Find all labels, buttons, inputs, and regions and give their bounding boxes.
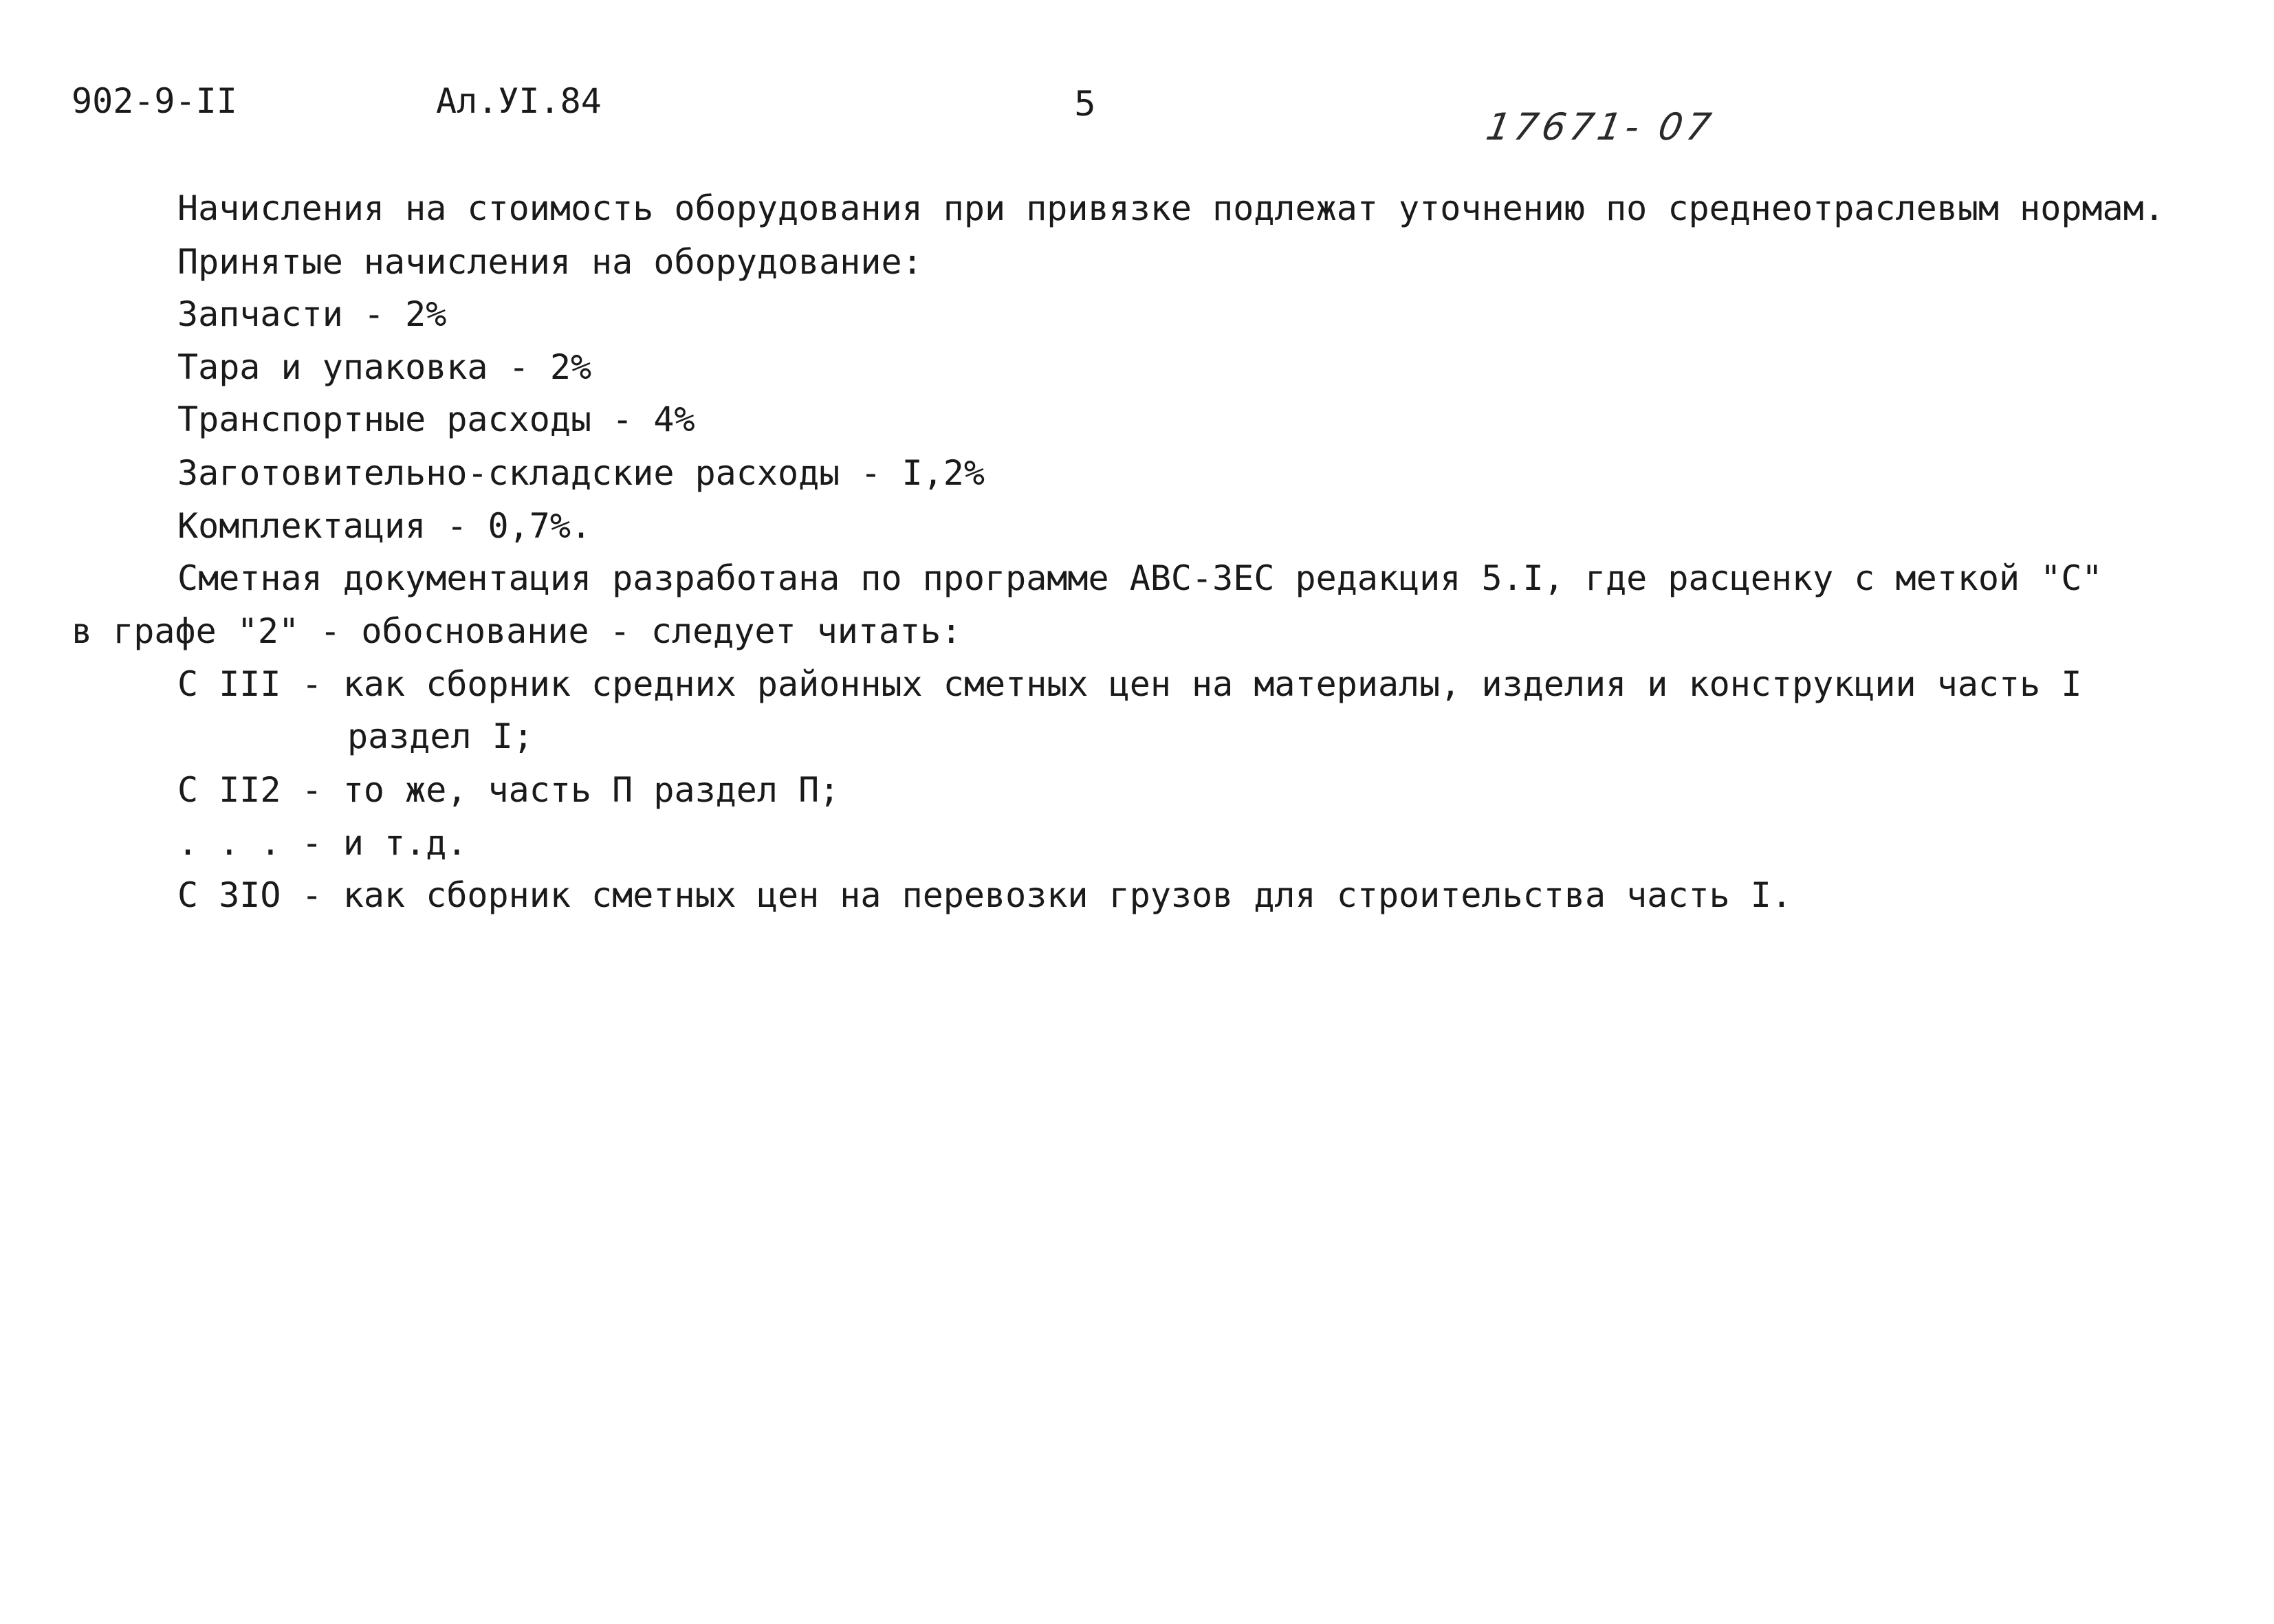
text-line-estimate-program: Сметная документация разработана по программе АВС-ЗЕС редакция 5.I, где расценку с меткой "С" xyxy=(177,558,2103,598)
text-line-spare-parts: Запчасти - 2% xyxy=(177,294,447,334)
text-line-etc: . . . - и т.д. xyxy=(177,823,468,863)
text-line-equipment-charges: Начисления на стоимость оборудования при привязке подлежат уточнению по среднеотраслевым нормам. xyxy=(177,188,2165,228)
text-line-packaging: Тара и упаковка - 2% xyxy=(177,347,592,387)
text-line-accepted-charges: Принятые начисления на оборудование: xyxy=(177,242,923,282)
text-line-column-note: в графе "2" - обоснование - следует читать: xyxy=(72,611,962,651)
text-line-transport: Транспортные расходы - 4% xyxy=(177,399,695,439)
text-line-completion: Комплектация - 0,7%. xyxy=(177,506,592,546)
text-line-c310: С 3IO - как сборник сметных цен на перевозки грузов для строительства часть I. xyxy=(177,875,1792,915)
album-number: Ал.УI.84 xyxy=(436,81,602,121)
text-line-c112: С II2 - то же, часть П раздел П; xyxy=(177,770,840,810)
text-line-storage: Заготовительно-складские расходы - I,2% xyxy=(177,453,985,493)
project-code: 902-9-II xyxy=(72,81,237,121)
text-line-c111-continued: раздел I; xyxy=(347,716,534,756)
handwritten-inventory-number: 17671- 07 xyxy=(1483,105,1718,149)
page-number: 5 xyxy=(1074,84,1096,124)
text-line-c111: С III - как сборник средних районных сметных цен на материалы, изделия и конструкции часть I xyxy=(177,664,2082,704)
